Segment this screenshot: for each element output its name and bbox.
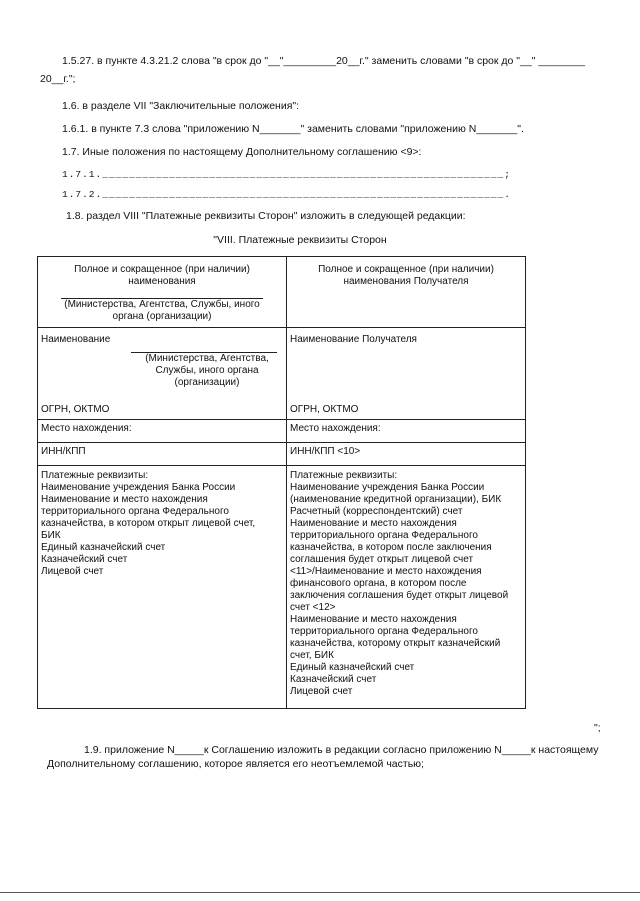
right-pay-line: казначейства, которому открыт казначейский <box>290 638 501 649</box>
right-pay-line: территориального органа Федерального <box>290 626 478 637</box>
left-inn-label: ИНН/КПП <box>41 446 86 457</box>
right-pay-line: Наименование учреждения Банка России <box>290 482 485 493</box>
right-pay-line: соглашения будет открыт лицевой счет <box>290 554 474 565</box>
table-row <box>38 328 526 420</box>
left-header-sub-2: органа (организации) <box>112 311 212 322</box>
right-pay-line: территориального органа Федерального <box>290 530 478 541</box>
right-payment-cell <box>287 466 526 709</box>
left-pay-line: Лицевой счет <box>41 566 104 577</box>
clause-1-9-line-1: 1.9. приложение N_____к Соглашению изложить в редакции согласно приложению N_____к настоящему <box>84 744 599 756</box>
left-header-cell <box>38 257 287 328</box>
left-pay-line: казначейства, в котором открыт лицевой счет, <box>41 518 256 529</box>
page-bottom-rule <box>0 892 640 893</box>
table-row <box>38 257 526 328</box>
left-pay-line: Платежные реквизиты: <box>41 470 149 481</box>
right-ogrn-label: ОГРН, ОКТМО <box>290 404 359 415</box>
right-pay-line: Расчетный (корреспондентский) счет <box>290 506 463 517</box>
right-pay-line: финансового органа, в котором после <box>290 578 467 589</box>
right-pay-line: (наименование кредитной организации), БИК <box>290 494 502 505</box>
closing-quote-mark: "; <box>594 722 601 734</box>
right-name-label: Наименование Получателя <box>290 334 417 345</box>
left-pay-line: Наименование и место нахождения <box>41 494 208 505</box>
section-title: "VIII. Платежные реквизиты Сторон <box>213 234 387 246</box>
right-pay-line: <11>/Наименование и место нахождения <box>290 566 482 577</box>
left-header-line-1: Полное и сокращенное (при наличии) <box>74 264 250 275</box>
left-header-line-2: наименования <box>128 276 196 287</box>
left-payment-cell <box>38 466 287 709</box>
right-pay-line: Лицевой счет <box>290 686 353 697</box>
right-pay-line: Единый казначейский счет <box>290 662 415 673</box>
payment-details-table <box>37 256 526 709</box>
left-header-sub-1: (Министерства, Агентства, Службы, иного <box>64 299 260 310</box>
clause-1-8: 1.8. раздел VIII "Платежные реквизиты Сторон" изложить в следующей редакции: <box>66 210 466 222</box>
left-name-sub-1: (Министерства, Агентства, <box>145 353 269 364</box>
clause-1-7-1: 1.7.1.____________________________________________________________; <box>62 169 511 180</box>
clause-1-6: 1.6. в разделе VII "Заключительные положения": <box>62 100 300 112</box>
clause-1-7: 1.7. Иные положения по настоящему Дополнительному соглашению <9>: <box>62 146 422 158</box>
left-pay-line: Казначейский счет <box>41 554 128 565</box>
left-name-label: Наименование <box>41 334 111 345</box>
left-name-cell <box>38 328 287 420</box>
table-row <box>38 466 526 709</box>
clause-1-7-2: 1.7.2.____________________________________________________________. <box>62 189 511 200</box>
clause-1-6-1: 1.6.1. в пункте 7.3 слова "приложению N_______" заменить словами "приложению N_______". <box>62 123 524 135</box>
right-header-line-1: Полное и сокращенное (при наличии) <box>318 264 494 275</box>
right-address-label: Место нахождения: <box>290 423 381 434</box>
left-pay-line: территориального органа Федерального <box>41 506 229 517</box>
left-pay-line: Наименование учреждения Банка России <box>41 482 236 493</box>
right-name-cell <box>287 328 526 420</box>
right-inn-cell <box>287 443 526 466</box>
right-pay-line: заключения соглашения будет открыт лицевой <box>290 590 509 601</box>
right-pay-line: счет <12> <box>290 602 336 613</box>
clause-1-5-27-line-2: 20__г."; <box>40 73 76 85</box>
left-address-cell <box>38 420 287 443</box>
left-inn-cell <box>38 443 287 466</box>
right-pay-line: счет, БИК <box>290 650 334 661</box>
right-header-line-2: наименования Получателя <box>343 276 469 287</box>
right-inn-label: ИНН/КПП <10> <box>290 446 361 457</box>
right-pay-line: Наименование и место нахождения <box>290 614 457 625</box>
right-pay-line: казначейства, в котором после заключения <box>290 542 492 553</box>
table-row <box>38 420 526 443</box>
left-pay-line: БИК <box>41 530 61 541</box>
right-header-cell <box>287 257 526 328</box>
right-pay-line: Платежные реквизиты: <box>290 470 398 481</box>
right-address-cell <box>287 420 526 443</box>
left-name-sub-3: (организации) <box>174 377 240 388</box>
clause-1-9-line-2: Дополнительному соглашению, которое является его неотъемлемой частью; <box>47 758 424 770</box>
right-pay-line: Казначейский счет <box>290 674 377 685</box>
left-pay-line: Единый казначейский счет <box>41 542 166 553</box>
clause-1-5-27-line-1: 1.5.27. в пункте 4.3.21.2 слова "в срок до "__"_________20__г." заменить словами "в срок до "__" ________ <box>62 55 586 67</box>
left-address-label: Место нахождения: <box>41 423 132 434</box>
left-name-sub-2: Службы, иного органа <box>155 365 259 376</box>
table-row <box>38 443 526 466</box>
right-pay-line: Наименование и место нахождения <box>290 518 457 529</box>
left-ogrn-label: ОГРН, ОКТМО <box>41 404 110 415</box>
